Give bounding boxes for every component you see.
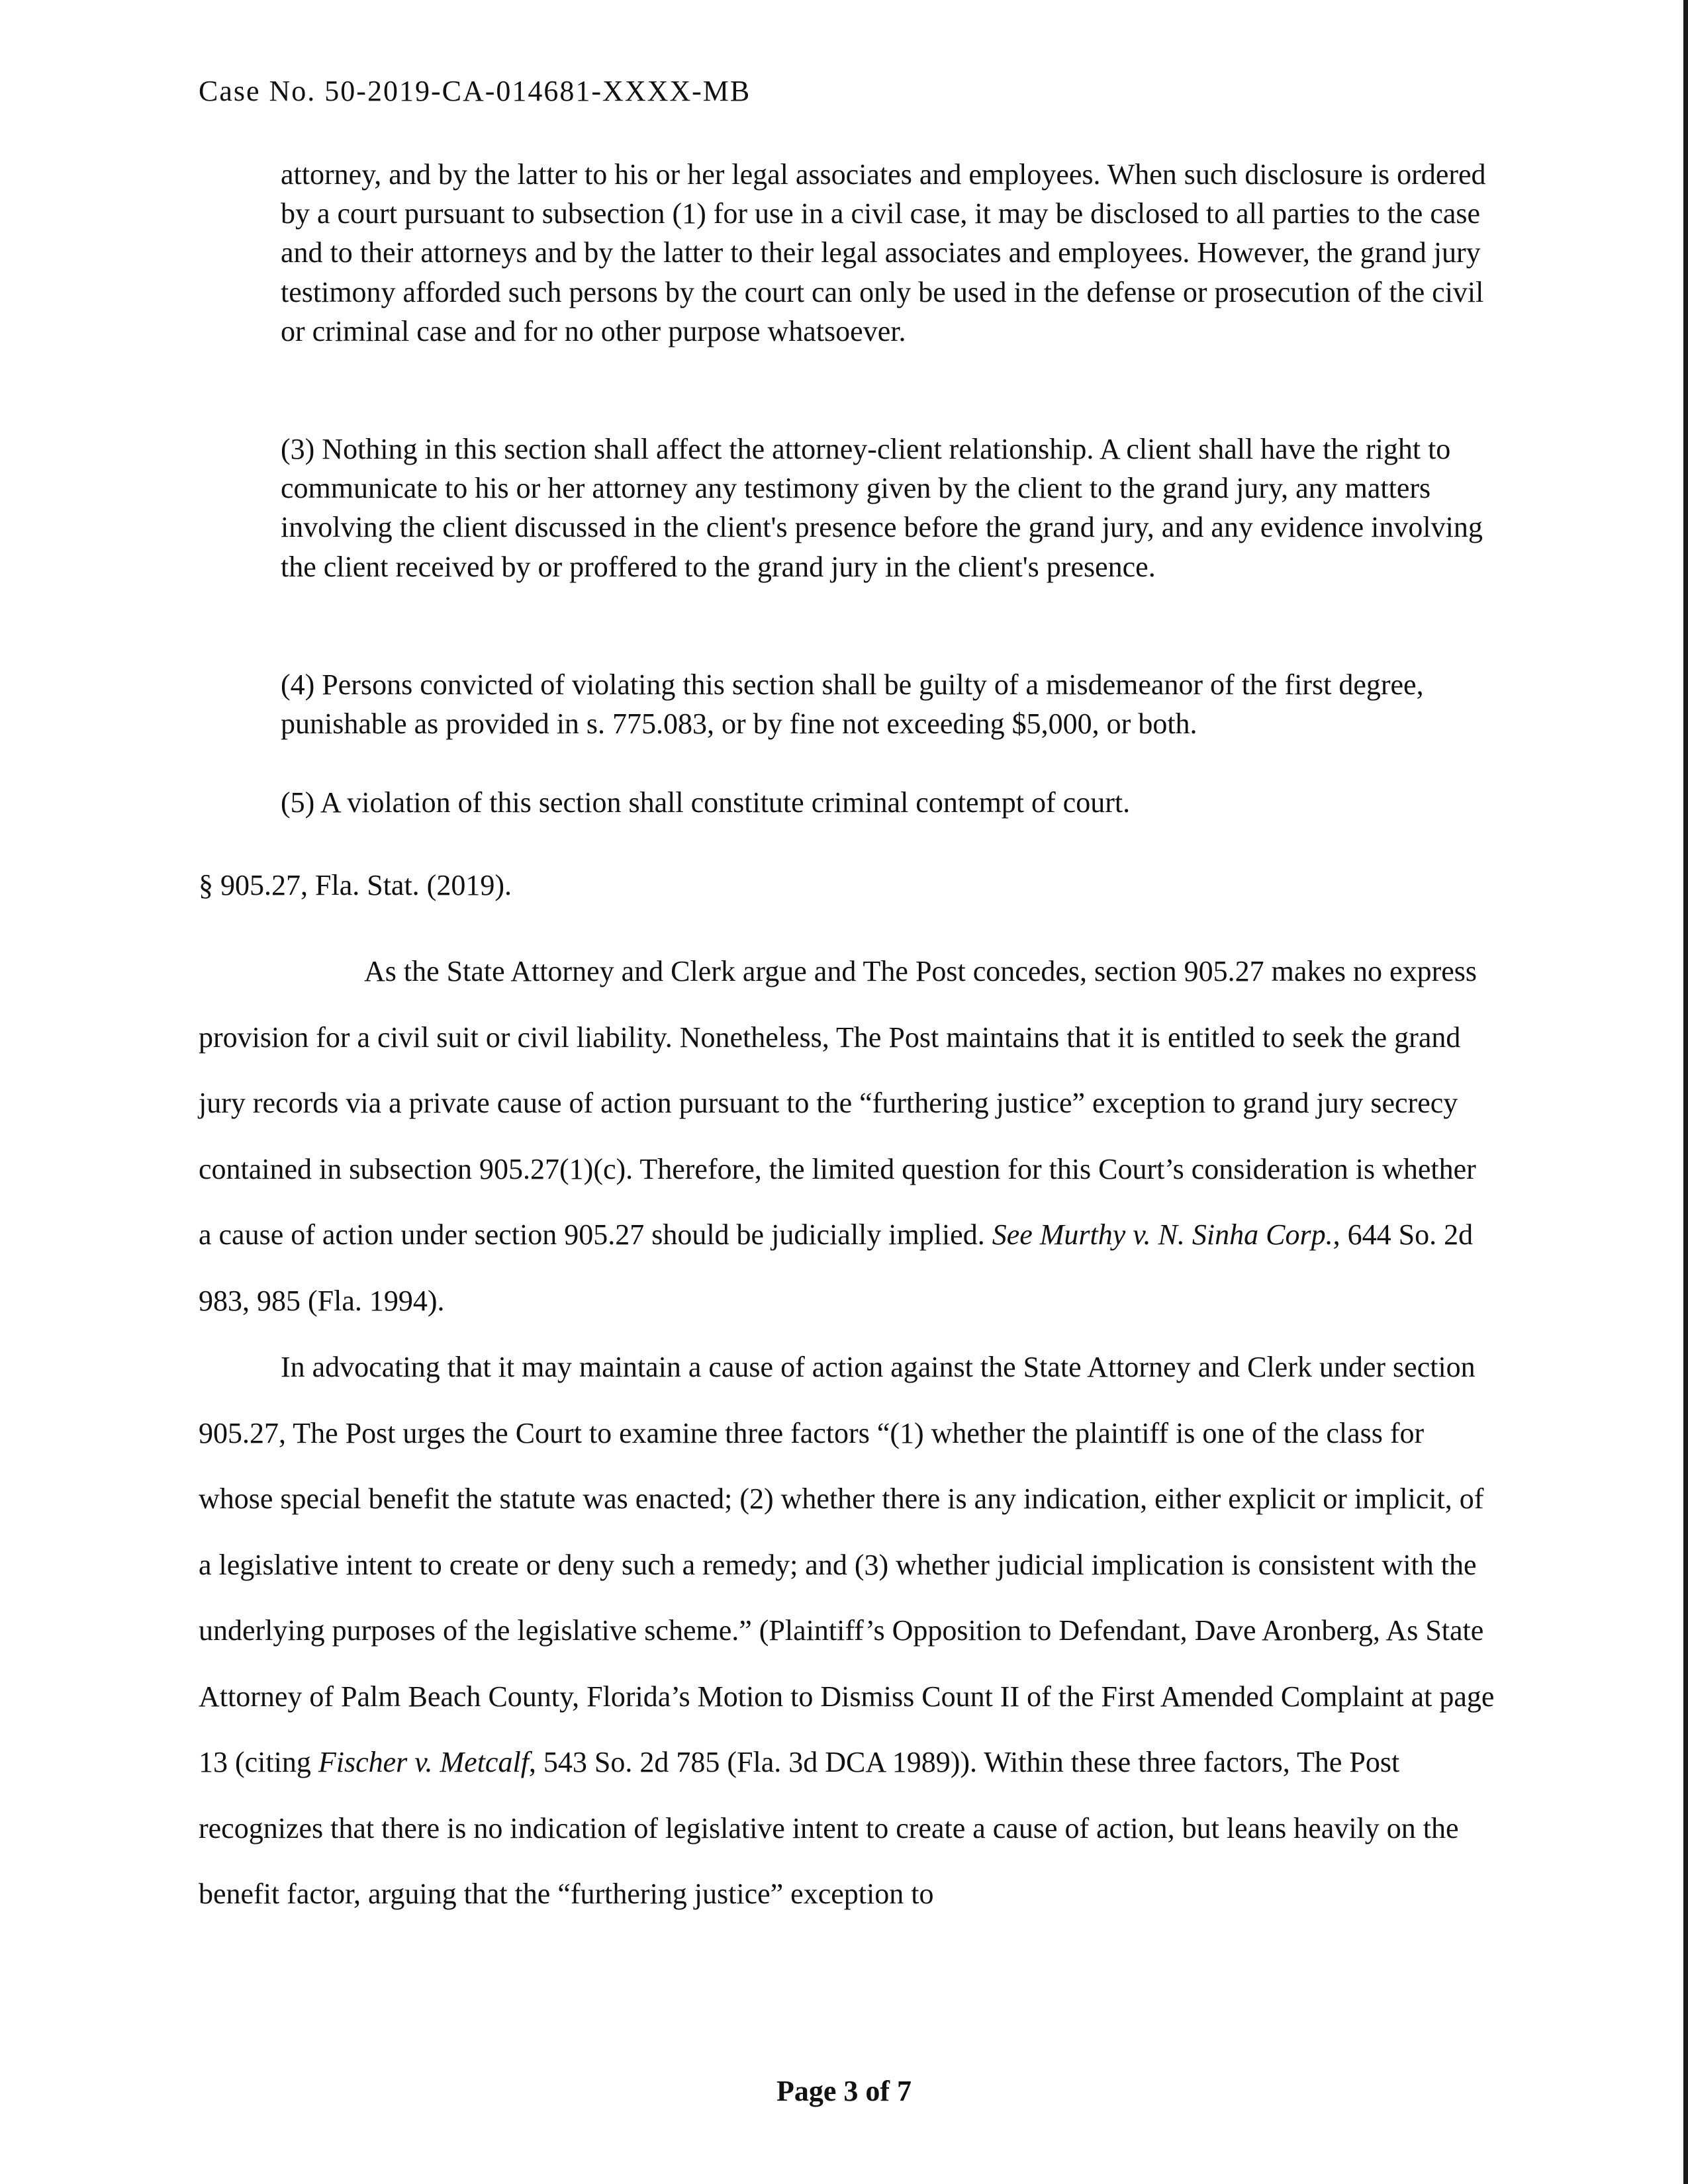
fischer-case-citation: Fischer v. Metcalf <box>318 1746 529 1778</box>
statute-quote-paragraph-2-continued: attorney, and by the latter to his or her legal associates and employees. When such disclosure is ordered by a court pursuant to subsection (1) for use in a civil case, it may be disclosed to all parties to the case and to their attorneys and by the latter to their legal associates and employees. However, the grand jury testimony afforded such persons by the court can only be used in the defense or prosecution of the civil or criminal case and for no other purpose whatsoever. <box>281 158 1486 347</box>
statute-quote-paragraph-3: (3) Nothing in this section shall affect the attorney-client relationship. A client shall have the right to communicate to his or her attorney any testimony given by the client to the grand jury, any matters involving the client discussed in the client's presence before the grand jury, and any evidence involving the client received by or proffered to the grand jury in the client's presence. <box>281 433 1483 583</box>
body-paragraph-2-continuation: , 543 So. 2d 785 (Fla. 3d DCA 1989)). Within these three factors, The Post recognizes that there is no indication of legislative intent to create a cause of action, but leans heavily on the benefit factor, arguing that the “furthering justice” exception to <box>199 1746 1459 1910</box>
murthy-case-citation: See Murthy v. N. Sinha Corp. <box>992 1218 1333 1251</box>
body-paragraph-2-text: In advocating that it may maintain a cause of action against the State Attorney and Clerk under section 905.27, The Post urges the Court to examine three factors “(1) whether the plaintiff is one of the class for whose special benefit the statute was enacted; (2) whether there is any indication, either explicit or implicit, of a legislative intent to create or deny such a remedy; and (3) whether judicial implication is consistent with the underlying purposes of the legislative scheme.” (Plaintiff’s Opposition to Defendant, Dave Aronberg, As State Attorney of Palm Beach County, Florida’s Motion to Dismiss Count II of the First Amended Complaint at page 13 (citing <box>199 1351 1495 1778</box>
page-right-edge-border <box>1683 0 1688 2184</box>
page-number-footer: Page 3 of 7 <box>776 2075 912 2107</box>
body-paragraph-1-reporter: , 644 So. 2d 983, 985 (Fla. 1994). <box>199 1218 1474 1317</box>
body-paragraph-1 <box>199 938 1496 1334</box>
body-paragraph-2 <box>199 1334 1496 1927</box>
statute-quote-paragraph-4: (4) Persons convicted of violating this section shall be guilty of a misdemeanor of the first degree, punishable as provided in s. 775.083, or by fine not exceeding $5,000, or both. <box>281 668 1424 741</box>
case-number-header: Case No. 50-2019-CA-014681-XXXX-MB <box>199 75 751 107</box>
statute-quote-paragraph-5: (5) A violation of this section shall constitute criminal contempt of court. <box>281 786 1131 819</box>
statute-citation: § 905.27, Fla. Stat. (2019). <box>199 869 512 901</box>
body-paragraph-1-text: As the State Attorney and Clerk argue and The Post concedes, section 905.27 makes no express provision for a civil suit or civil liability. Nonetheless, The Post maintains that it is entitled to seek the grand jury records via a private cause of action pursuant to the “furthering justice” exception to grand jury secrecy contained in subsection 905.27(1)(c). Therefore, the limited question for this Court’s consideration is whether a cause of action under section 905.27 should be judicially implied. <box>199 955 1477 1251</box>
